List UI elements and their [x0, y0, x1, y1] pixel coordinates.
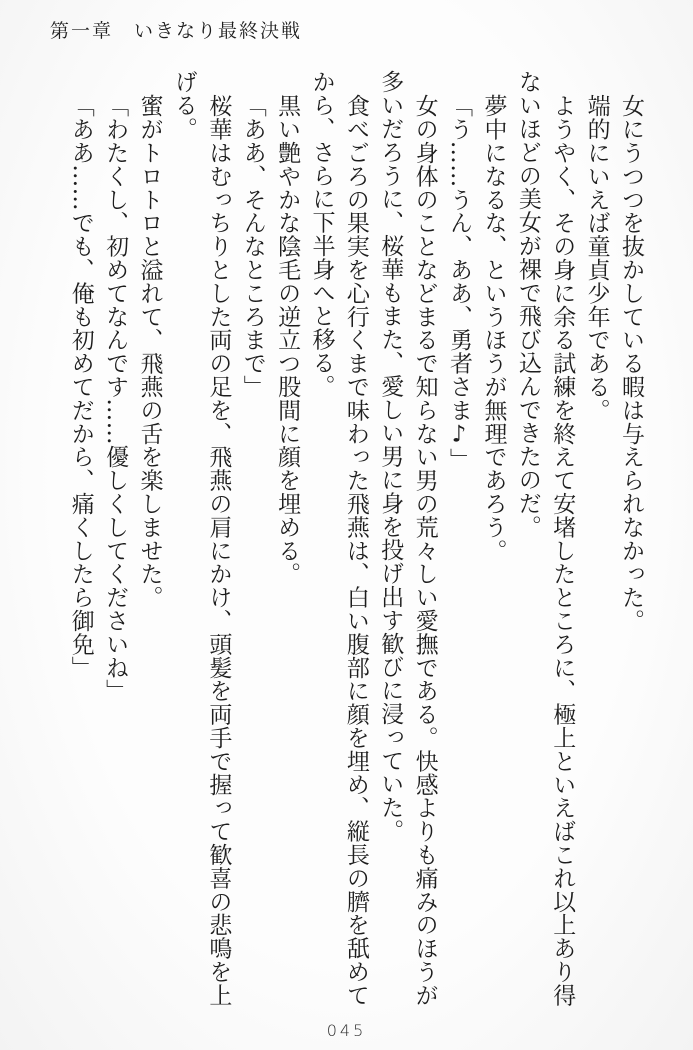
- text-column: から、さらに下半身へと移る。: [308, 70, 335, 398]
- text-column: 黒い艶やかな陰毛の逆立つ股間に顔を埋める。: [274, 93, 301, 585]
- text-column: 「わたくし、初めてなんです……優しくしてくださいね」: [102, 93, 129, 702]
- vertical-text-body: [63, 70, 648, 1010]
- text-column: 「う……うん、ああ、勇者さま♪」: [446, 93, 473, 471]
- text-column: 「ああ、そんなところまで」: [239, 93, 266, 398]
- text-column: 女にうつつを抜かしている暇は与えられなかった。: [618, 93, 644, 632]
- chapter-header: 第一章 いきなり最終決戦: [50, 20, 303, 42]
- text-column: 「ああ……でも、俺も初めてだから、痛くしたら御免」: [67, 93, 94, 679]
- text-column: 端的にいえば童貞少年である。: [583, 93, 610, 422]
- text-column: 夢中になるな、というほうが無理であろう。: [480, 93, 507, 562]
- text-column: ようやく、その身に余る試練を終えて安堵したところに、極上といえばこれ以上あり得: [549, 93, 576, 1007]
- text-column: 女の身体のことなどまるで知らない男の荒々しい愛撫である。快感よりも痛みのほうが: [411, 93, 438, 1007]
- page-number: 045: [326, 1021, 367, 1040]
- text-column: 食べごろの果実を心行くまで味わった飛燕は、白い腹部に顔を埋め、縦長の臍を舐めて: [342, 93, 369, 1007]
- text-column: 多いだろうに、桜華もまた、愛しい男に身を投げ出す歓びに浸っていた。: [377, 70, 404, 843]
- text-column: 蜜がトロトロと溢れて、飛燕の舌を楽しませた。: [136, 93, 163, 609]
- text-column: げる。: [170, 70, 197, 141]
- text-column: 桜華はむっちりとした両の足を、飛燕の肩にかけ、頭髪を両手で握って歓喜の悲鳴を上: [205, 93, 232, 1007]
- text-column: ないほどの美女が裸で飛び込んできたのだ。: [514, 70, 541, 538]
